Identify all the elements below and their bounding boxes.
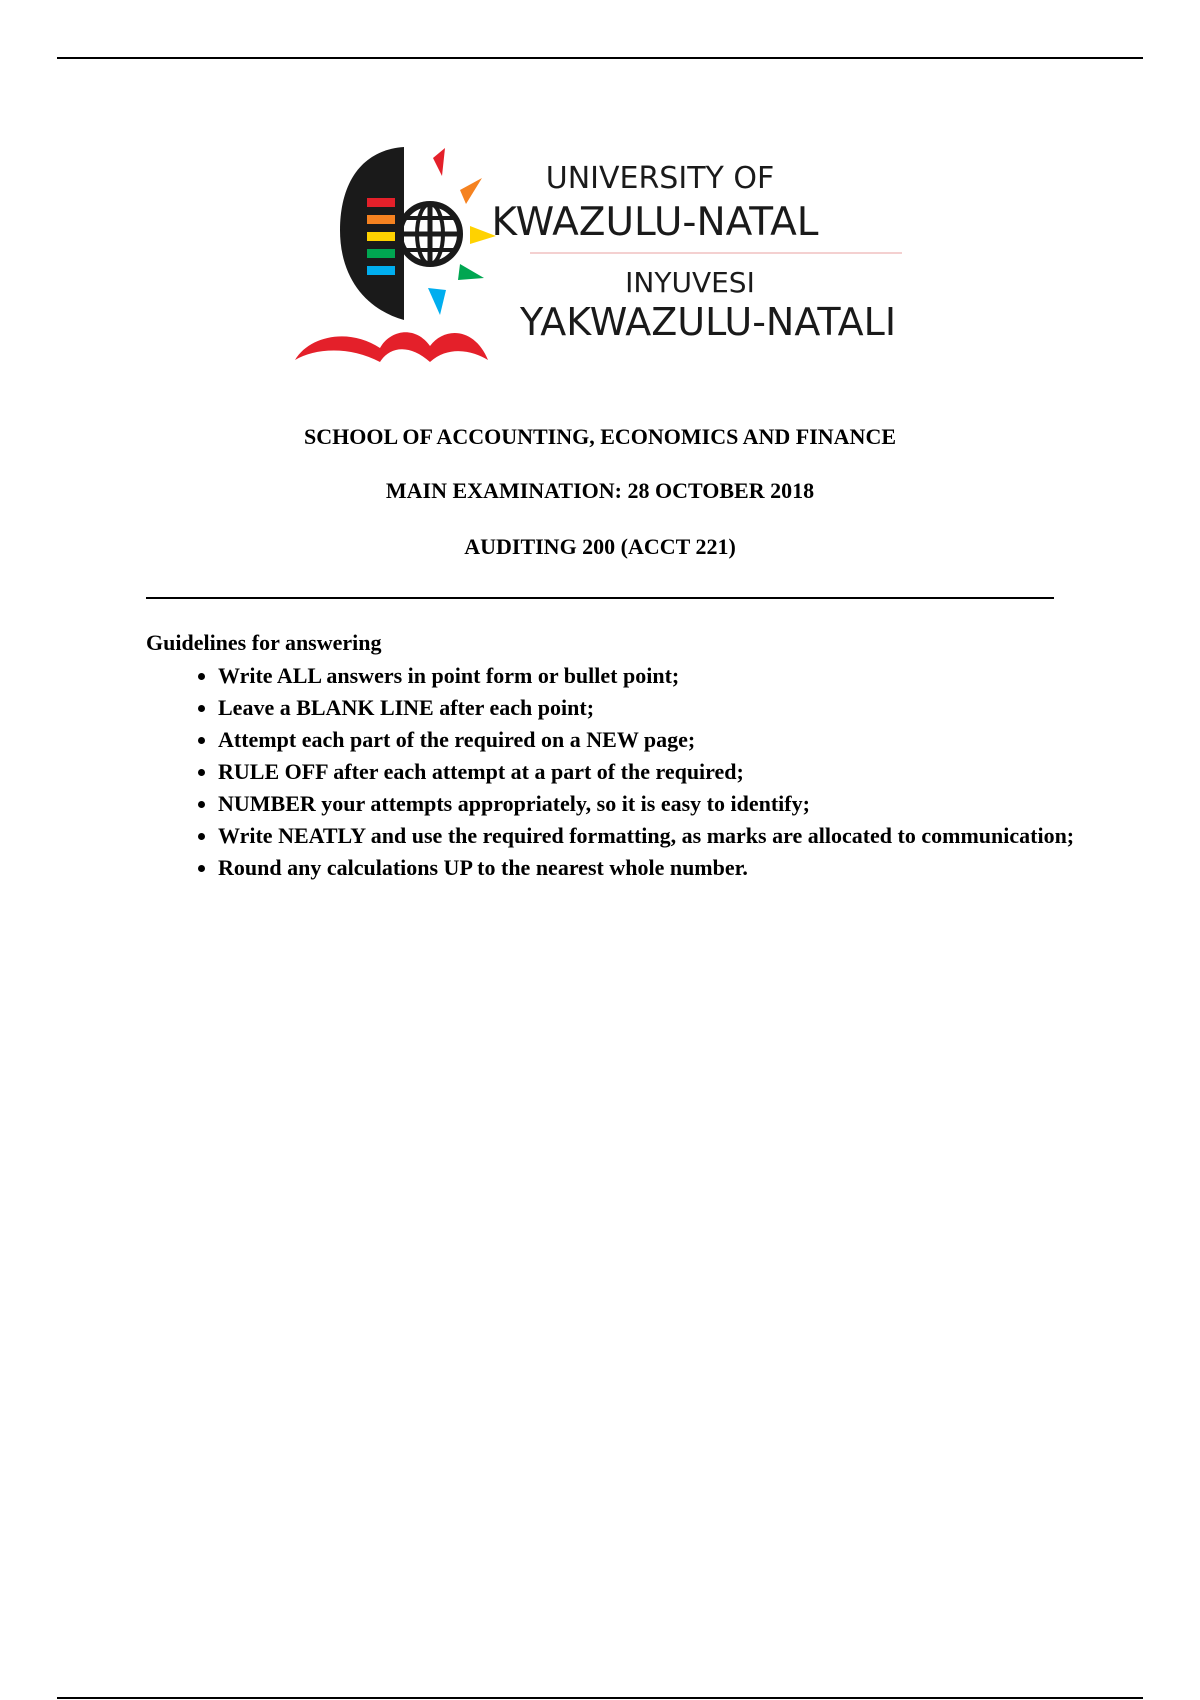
book-ribbon [295, 332, 488, 362]
bottom-rule [57, 1697, 1143, 1699]
university-logo [290, 140, 910, 375]
header-rule [146, 597, 1054, 599]
guideline-item: • Round any calculations UP to the nearest whole number. [218, 852, 1098, 884]
course-heading: AUDITING 200 (ACCT 221) [464, 534, 736, 559]
guideline-item: • RULE OFF after each attempt at a part of the required; [218, 756, 1098, 788]
logo-line1: UNIVERSITY OF [545, 161, 775, 196]
globe-icon [400, 204, 460, 264]
top-rule [57, 57, 1143, 59]
logo-line2: KWAZULU-NATAL [491, 200, 819, 245]
guideline-item: • Attempt each part of the required on a NEW page; [218, 724, 1098, 756]
school-heading: SCHOOL OF ACCOUNTING, ECONOMICS AND FINANCE [303, 424, 897, 449]
guideline-item: • Write NEATLY and use the required formatting, as marks are allocated to communication; [218, 820, 1098, 852]
exam-heading: MAIN EXAMINATION: 28 OCTOBER 2018 [385, 478, 815, 503]
logo-line4: YAKWAZULU-NATALI [519, 300, 897, 344]
guideline-item: • Write ALL answers in point form or bullet point; [218, 660, 1098, 692]
guidelines-list [146, 660, 1098, 884]
guideline-item: • Leave a BLANK LINE after each point; [218, 692, 1098, 724]
guideline-item: • NUMBER your attempts appropriately, so it is easy to identify; [218, 788, 1098, 820]
guidelines-title: Guidelines for answering [146, 630, 382, 655]
logo-line3: INYUVESI [625, 266, 755, 299]
